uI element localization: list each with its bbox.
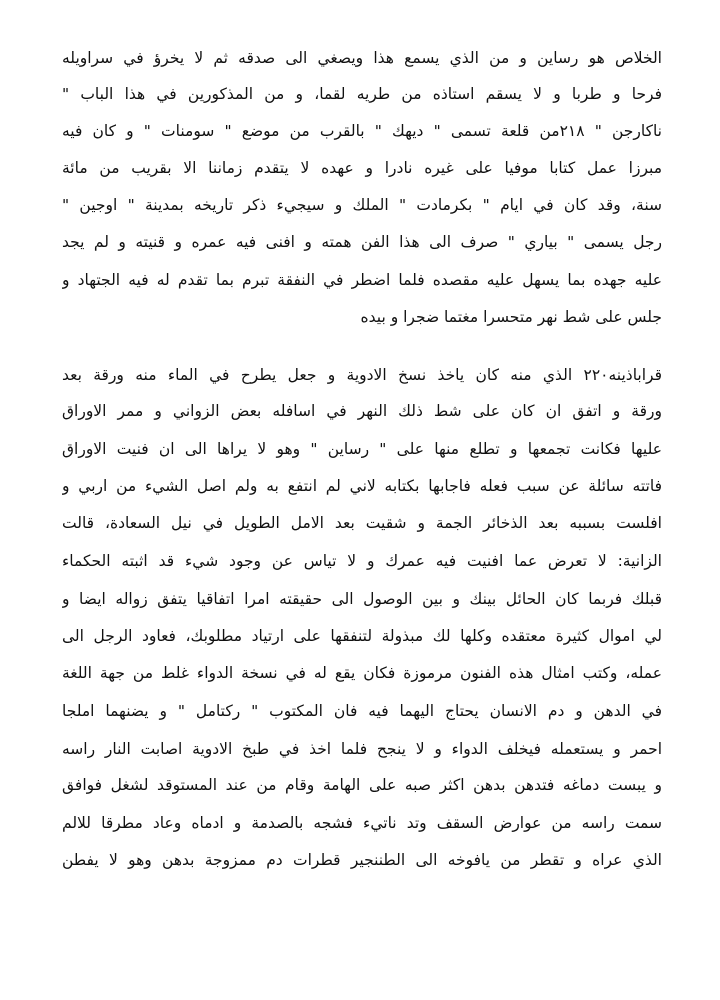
text-line: الذي عراه و تقطر من يافوخه الى الطننجير قطرات دم ممزوجة بدهن وهو لا يفطن (62, 851, 662, 869)
text-line: مبرزا عمل كتابا موفيا على غيره نادرا و عهده لا يتقدم زماننا الا بقريب من مائة (62, 159, 662, 177)
text-line: الزانية: لا تعرض عما افنيت فيه عمرك و لا تياس عن وجود شيء قد اثبته الحكماء (62, 552, 662, 570)
text-line: قبلك فربما كان الحائل بينك و بين الوصول الى حقيقته امرا اتفاقيا يتفق زواله ايضا و (62, 590, 662, 608)
text-line: الخلاص هو رساين و من الذي يسمع هذا ويصغي الى صدقه ثم لا يخرؤ في سراويله (62, 49, 662, 67)
text-line: فاتته سائلة عن سبب فعله فاجابها بكتابه لاني لم انتفع به ولم اصل الشيء من اربي و (62, 477, 662, 495)
text-line: عليها فكانت تجمعها و تطلع منها على " رساين " وهو لا يراها الى ان فنيت الاوراق (62, 440, 662, 458)
text-line: جلس على شط نهر متحسرا مغتما ضجرا و بيده (360, 308, 662, 326)
text-line: عمله، وكتب امثال هذه الفنون مرموزة فكان يقع له في نسخة الدواء غلط من جهة اللغة (62, 664, 662, 682)
text-line: و يبست دماغه فتدهن بدهن اكثر صبه على الهامة وقام من عند المستوقد لشغل فوافق (62, 776, 662, 794)
text-line: فرحا و طربا و لا يسقم استاذه من طريه لقما، و من المذكورين في هذا الباب " (62, 85, 662, 103)
text-line: احمر و يستعمله فيخلف الدواء و لا ينجح فلما اخذ في طبخ الادوية اصابت النار راسه (62, 740, 662, 758)
text-line: لي اموال كثيرة معتقده وكلها لك مبذولة لتنفقها على ارتياد مطلوبك، فعاود الرجل الى (62, 627, 662, 645)
text-line: في الدهن و دم الانسان يحتاج اليهما فيه فان المكتوب " ركتامل " و يضنهما املجا (62, 702, 662, 720)
text-line: سنة، وقد كان في ايام " بكرمادت " الملك و سيجيء ذكر تاريخه بمدينة " اوجين " (62, 196, 662, 214)
text-line: افلست بسببه بعد الذخائر الجمة و شقيت بعد الامل الطويل في نيل السعادة، قالت (62, 514, 662, 532)
text-line: سمت راسه من عوارض السقف وتد ناتيء فشجه بالصدمة و ادماه وعاد مطرقا للالم (62, 814, 662, 832)
text-line: ورقة و اتفق ان كان على شط ذلك النهر في اسافله بعض الزواني و ممر الاوراق (62, 402, 662, 420)
text-line: رجل يسمى " بياري " صرف الى هذا الفن همته و افنى فيه عمره و قنيته و لم يجد (62, 233, 662, 251)
text-line: ناكارجن " ٢١٨من قلعة تسمى " ديهك " بالقرب من موضع " سومنات " و كان فيه (62, 122, 662, 140)
text-line: عليه جهده بما يسهل عليه مقصده فلما اضطر في النفقة تبرم بما تقدم له فيه الجتهاد و (62, 271, 662, 289)
text-line: قراباذينه٢٢٠ الذي منه كان ياخذ نسخ الادوية و جعل يطرح في الماء منه ورقة بعد (62, 366, 662, 384)
